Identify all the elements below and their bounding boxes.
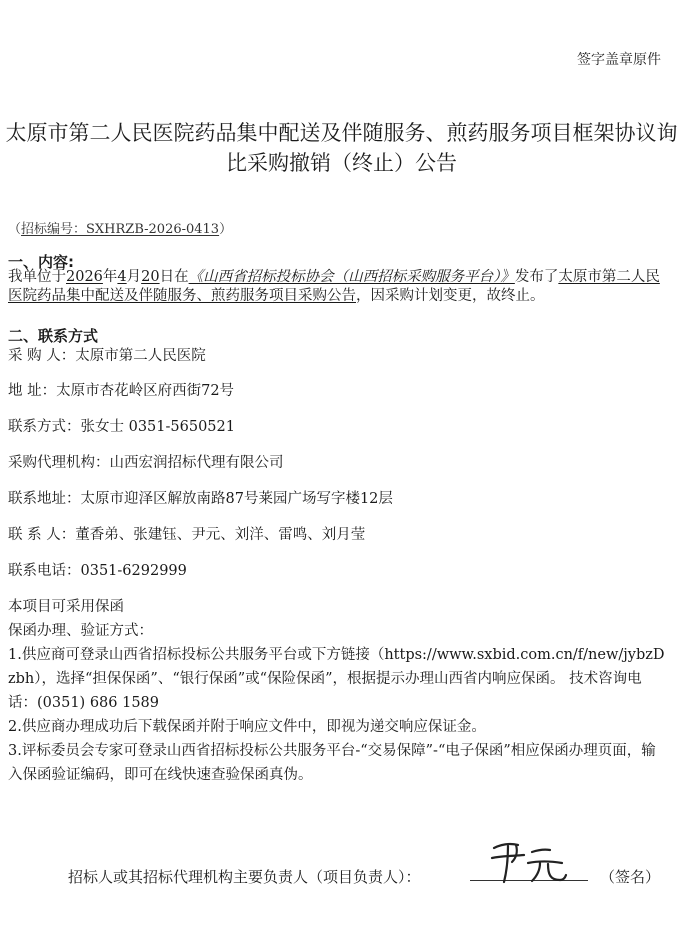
paragraph-suffix: ，因采购计划变更，故终止。	[356, 288, 545, 304]
month-suffix: 月	[126, 269, 142, 285]
paragraph-prefix: 我单位于	[8, 269, 66, 285]
guarantee-item-2: 2.供应商办理成功后下载保函并附于响应文件中，即视为递交响应保证金。	[8, 719, 486, 735]
year-suffix: 年	[102, 269, 118, 285]
tender-number-open: （	[8, 222, 22, 237]
contact-row-purchaser	[8, 344, 206, 365]
contact-label: 联 系 人：	[8, 527, 76, 543]
published-text: 发布了	[514, 269, 559, 285]
date-year: 2026	[66, 269, 103, 285]
section-heading-content: 一、内容:	[8, 253, 74, 271]
guarantee-item-1: 1.供应商可登录山西省招标投标公共服务平台或下方链接（https://www.sxbid.com.cn/f/new/jybzDzbh），选择“担保保函”、“银行保函”或“保险保函”，根据提示办理山西省内响应保函。 技术咨询电话：(0351) 686 1589	[8, 647, 665, 711]
day-suffix: 日在	[159, 269, 189, 285]
guarantee-section	[8, 595, 668, 787]
section-heading-contact: 二、联系方式	[8, 327, 99, 345]
contact-label: 采购代理机构：	[8, 455, 110, 471]
contact-row-agency-phone	[8, 559, 187, 580]
guarantee-item-3: 3.评标委员会专家可登录山西省招标投标公共服务平台-“交易保障”-“电子保函”相应保函办理页面，输入保函验证编码，即可在线快速查验保函真伪。	[8, 743, 656, 783]
contact-label: 联系电话：	[8, 563, 81, 579]
contact-label: 联系地址：	[8, 491, 81, 507]
signature-suffix: （签名）	[600, 868, 661, 886]
contact-value: 太原市迎泽区解放南路87号莱园广场写字楼12层	[80, 491, 393, 507]
contact-label: 采 购 人：	[8, 348, 76, 364]
signer-label: 招标人或其招标代理机构主要负责人（项目负责人）：	[68, 868, 421, 886]
contact-row-contact-persons	[8, 523, 365, 544]
tender-number	[8, 218, 232, 237]
contact-value: 太原市第二人民医院	[75, 348, 206, 364]
tender-number-value: 招标编号：SXHRZB-2026-0413	[21, 222, 220, 237]
contact-value: 张女士 0351-5650521	[80, 419, 235, 435]
contact-value: 董香弟、张建钰、尹元、刘洋、雷鸣、刘月莹	[75, 527, 366, 543]
date-day: 20	[141, 269, 160, 285]
contact-value: 0351-6292999	[80, 563, 187, 579]
contact-label: 联系方式：	[8, 419, 81, 435]
contact-row-phone	[8, 415, 235, 436]
contact-row-agency-address	[8, 487, 393, 508]
contact-value: 山西宏润招标代理有限公司	[109, 455, 284, 471]
date-month: 4	[117, 269, 127, 285]
platform-name: 《山西省招标投标协会（山西招标采购服务平台）》	[188, 269, 515, 285]
page-title: 太原市第二人民医院药品集中配送及伴随服务、煎药服务项目框架协议询比采购撤销（终止）公告	[5, 121, 678, 175]
project-name: 太原市第二人民医院药品集中配送及伴随服务、煎药服务项目采购公告	[8, 269, 660, 304]
guarantee-intro: 本项目可采用保函	[8, 599, 124, 615]
handwritten-signature	[488, 836, 568, 892]
contact-value: 太原市杏花岭区府西街72号	[56, 383, 235, 399]
contact-label: 地 址：	[8, 383, 57, 399]
content-paragraph	[8, 268, 668, 306]
tender-number-close: ）	[219, 222, 233, 237]
contact-row-address	[8, 379, 234, 400]
original-document-note: 签字盖章原件	[577, 52, 661, 68]
guarantee-method-heading: 保函办理、验证方式：	[8, 623, 153, 639]
contact-row-agency	[8, 451, 284, 472]
